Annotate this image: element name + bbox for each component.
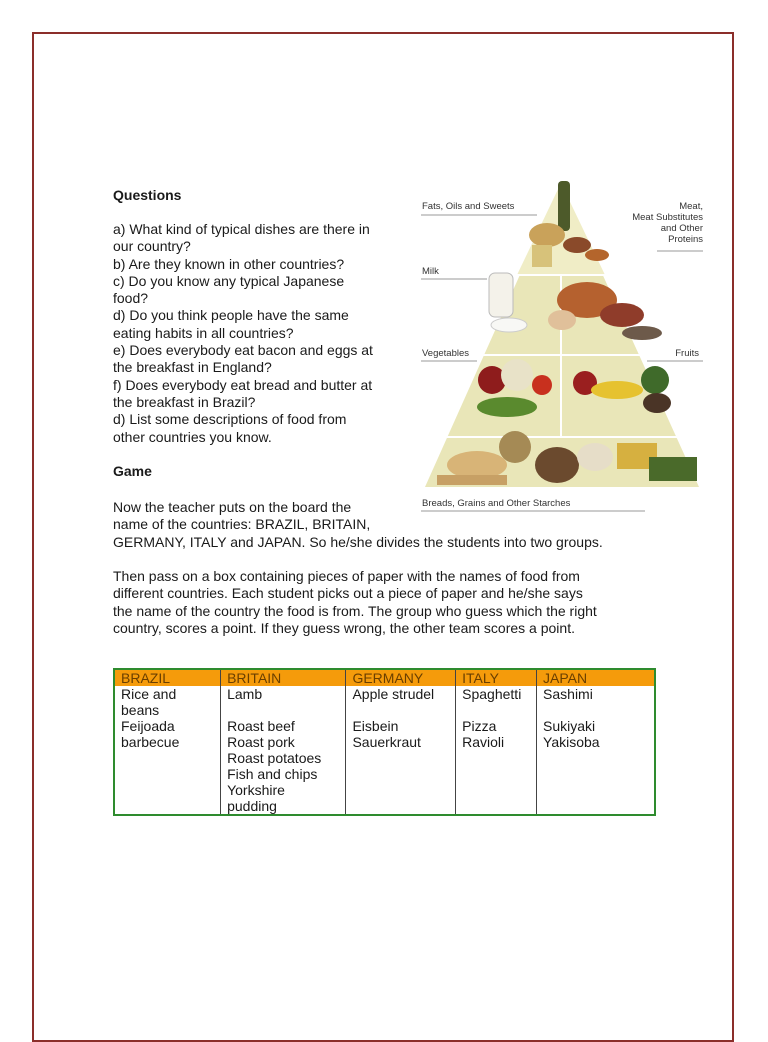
pyramid-label-fruits: Fruits <box>675 348 699 359</box>
pyramid-label-vegetables: Vegetables <box>422 348 470 359</box>
game-heading: Game <box>113 463 152 479</box>
table-header-row <box>114 669 655 686</box>
game-paragraph-1: Now the teacher puts on the board the name of the countries: BRAZIL, BRITAIN, GERMANY, ITALY and JAPAN. So he/she divides the students into two groups. <box>113 499 603 550</box>
header-germany: GERMANY <box>346 669 456 686</box>
game-paragraph-2: Then pass on a box containing pieces of paper with the names of food from different countries. Each student picks out a piece of paper and he/she says the name of the country the food is from. The group who guess which the right country, scores a point. If they guess wrong, the other team scores a point. <box>113 568 597 636</box>
pyramid-label-breads: Breads, Grains and Other Starches <box>422 498 571 509</box>
question-item: a) What kind of typical dishes are there in our country? <box>113 221 370 255</box>
questions-list <box>113 221 413 446</box>
japan-foods: Sashimi Sukiyaki Yakisoba <box>537 686 655 815</box>
brazil-foods: Rice and beans Feijoada barbecue <box>121 686 180 750</box>
italy-foods: Spaghetti Pizza Ravioli <box>456 686 537 815</box>
food-pyramid-image <box>417 175 705 515</box>
britain-foods: Lamb Roast beef Roast pork Roast potatoes Fish and chips Yorkshire pudding <box>221 686 346 815</box>
pyramid-label-meat: Meat, Meat Substitutes and Other Proteins <box>632 201 703 245</box>
question-item: b) Are they known in other countries? <box>113 255 345 272</box>
question-item: f) Does everybody eat bread and butter at the breakfast in Brazil? <box>113 376 373 410</box>
header-britain: BRITAIN <box>221 669 346 686</box>
table-row <box>114 686 655 815</box>
header-brazil: BRAZIL <box>114 669 221 686</box>
question-item: e) Does everybody eat bacon and eggs at the breakfast in England? <box>113 342 373 376</box>
question-item: d) Do you think people have the same eating habits in all countries? <box>113 307 349 341</box>
pyramid-label-milk: Milk <box>422 266 439 277</box>
questions-heading: Questions <box>113 187 182 203</box>
header-italy: ITALY <box>456 669 537 686</box>
country-food-table <box>113 668 656 816</box>
header-japan: JAPAN <box>537 669 655 686</box>
germany-foods: Apple strudel Eisbein Sauerkraut <box>346 686 456 815</box>
pyramid-label-fats: Fats, Oils and Sweets <box>422 201 515 212</box>
question-item: d) List some descriptions of food from other countries you know. <box>113 411 347 445</box>
question-item: c) Do you know any typical Japanese food? <box>113 272 345 307</box>
